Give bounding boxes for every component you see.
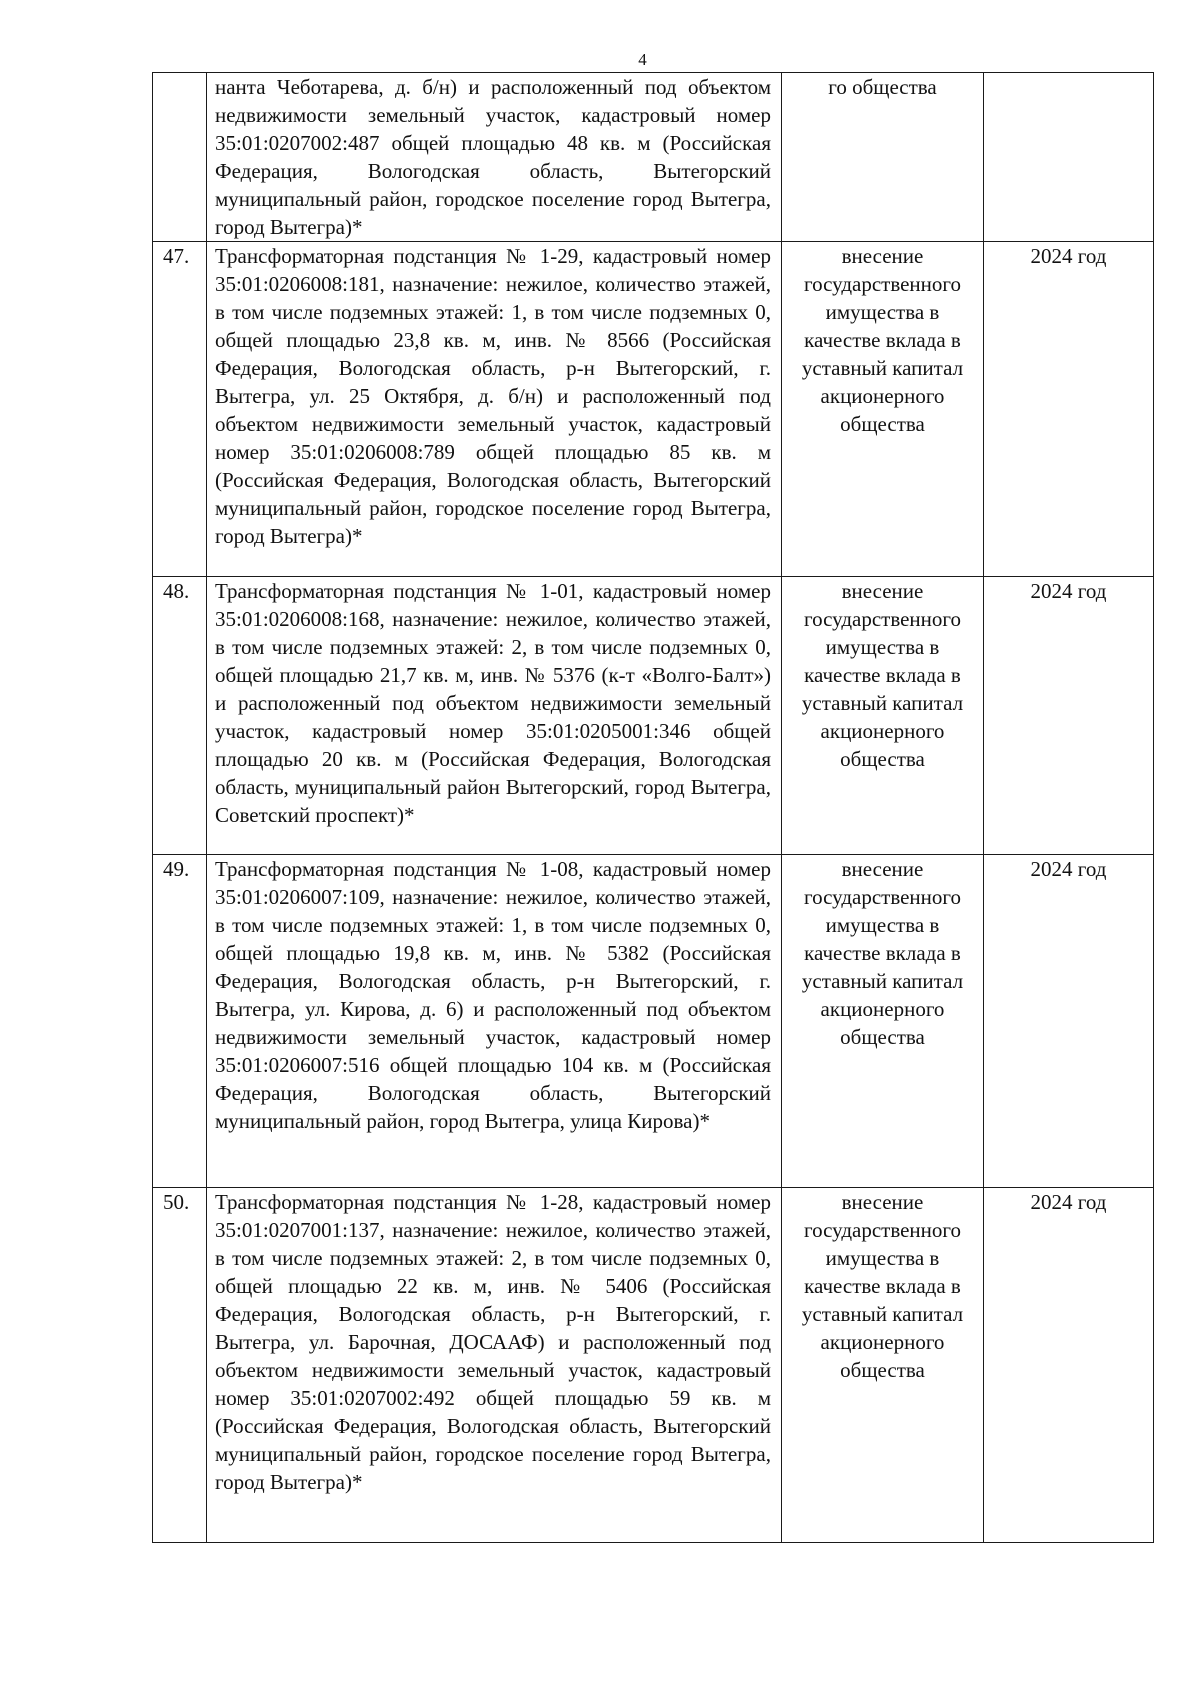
row-year: 2024 год xyxy=(984,855,1154,1188)
row-year: 2024 год xyxy=(984,577,1154,855)
row-method: го общества xyxy=(782,73,984,242)
table-row xyxy=(153,577,1154,855)
row-method: внесение государственного имущества в качестве вклада в уставный капитал акционерного общества xyxy=(782,577,984,855)
row-description: Трансформаторная подстанция № 1-01, кадастровый номер 35:01:0206008:168, назначение: нежилое, количество этажей, в том числе подземных этажей: 2, в том числе подземных 0, общей площадью 21,7 кв. м, инв. № 5376 (к-т «Волго-Балт») и расположенный под объектом недвижимости земельный участок, кадастровый номер 35:01:0205001:346 общей площадью 20 кв. м (Российская Федерация, Вологодская область, муниципальный район Вытегорский, город Вытегра, Советский проспект)* xyxy=(207,577,782,855)
row-description: нанта Чеботарева, д. б/н) и расположенный под объектом недвижимости земельный участок, кадастровый номер 35:01:0207002:487 общей площадью 48 кв. м (Российская Федерация, Вологодская область, Вытегорский муниципальный район, городское поселение город Вытегра, город Вытегра)* xyxy=(207,73,782,242)
row-description: Трансформаторная подстанция № 1-08, кадастровый номер 35:01:0206007:109, назначение: нежилое, количество этажей, в том числе подземных этажей: 1, в том числе подземных 0, общей площадью 19,8 кв. м, инв. № 5382 (Российская Федерация, Вологодская область, р-н Вытегорский, г. Вытегра, ул. Кирова, д. 6) и расположенный под объектом недвижимости земельный участок, кадастровый номер 35:01:0206007:516 общей площадью 104 кв. м (Российская Федерация, Вологодская область, Вытегорский муниципальный район, город Вытегра, улица Кирова)* xyxy=(207,855,782,1188)
row-method: внесение государственного имущества в качестве вклада в уставный капитал акционерного общества xyxy=(782,1188,984,1543)
row-year: 2024 год xyxy=(984,1188,1154,1543)
row-number xyxy=(153,73,207,242)
row-method: внесение государственного имущества в качестве вклада в уставный капитал акционерного общества xyxy=(782,855,984,1188)
row-number: 48. xyxy=(153,577,207,855)
table-row xyxy=(153,1188,1154,1543)
privatization-table xyxy=(152,72,1154,1543)
row-description: Трансформаторная подстанция № 1-29, кадастровый номер 35:01:0206008:181, назначение: нежилое, количество этажей, в том числе подземных этажей: 1, в том числе подземных 0, общей площадью 23,8 кв. м, инв. № 8566 (Российская Федерация, Вологодская область, р-н Вытегорский, г. Вытегра, ул. 25 Октября, д. б/н) и расположенный под объектом недвижимости земельный участок, кадастровый номер 35:01:0206008:789 общей площадью 85 кв. м (Российская Федерация, Вологодская область, Вытегорский муниципальный район, городское поселение город Вытегра, город Вытегра)* xyxy=(207,242,782,577)
row-number: 50. xyxy=(153,1188,207,1543)
table-row xyxy=(153,242,1154,577)
row-number: 49. xyxy=(153,855,207,1188)
table-row xyxy=(153,73,1154,242)
row-year xyxy=(984,73,1154,242)
row-year: 2024 год xyxy=(984,242,1154,577)
row-method: внесение государственного имущества в качестве вклада в уставный капитал акционерного общества xyxy=(782,242,984,577)
page-number: 4 xyxy=(638,50,647,69)
row-description: Трансформаторная подстанция № 1-28, кадастровый номер 35:01:0207001:137, назначение: нежилое, количество этажей, в том числе подземных этажей: 2, в том числе подземных 0, общей площадью 22 кв. м, инв. № 5406 (Российская Федерация, Вологодская область, р-н Вытегорский, г. Вытегра, ул. Барочная, ДОСААФ) и расположенный под объектом недвижимости земельный участок, кадастровый номер 35:01:0207002:492 общей площадью 59 кв. м (Российская Федерация, Вологодская область, Вытегорский муниципальный район, городское поселение город Вытегра, город Вытегра)* xyxy=(207,1188,782,1543)
table-row xyxy=(153,855,1154,1188)
row-number: 47. xyxy=(153,242,207,577)
